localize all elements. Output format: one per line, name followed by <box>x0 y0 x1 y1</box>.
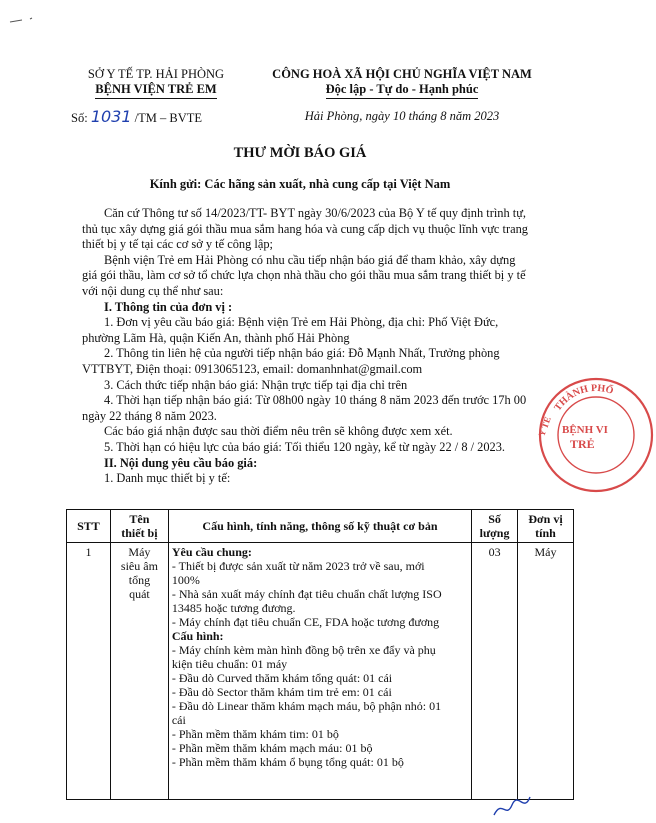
equipment-table <box>66 509 574 800</box>
recipient-line: Kính gửi: Các hãng sản xuất, nhà cung cấp tại Việt Nam <box>149 177 451 191</box>
row-1-device-name-line-4: quát <box>129 587 150 601</box>
document-date: Hải Phòng, ngày 10 tháng 8 năm 2023 <box>304 109 500 123</box>
header-quantity-line-2: lượng <box>479 526 510 540</box>
header-stt <box>67 510 111 543</box>
spec-line: - Phần mềm thăm khám ổ bụng tổng quát: 01 bộ <box>171 755 404 769</box>
spec-line: Cấu hình: <box>171 629 224 643</box>
para-2-line-3: với nội dung cụ thể như sau: <box>82 283 224 298</box>
spec-line: - Đầu dò Sector thăm khám tim trẻ em: 01 cái <box>171 685 392 699</box>
row-1-device-name-line-1: Máy <box>128 545 151 559</box>
table-header-row <box>67 510 574 543</box>
stamp-side-letters: Y TẾ <box>536 415 553 438</box>
section-1-item-2-line-1: 2. Thông tin liên hệ của người tiếp nhận báo giá: Đỗ Mạnh Nhất, Trưởng phòng <box>104 346 500 361</box>
para-1-line-3: thiết bị y tế tại các cơ sở y tế công lập; <box>82 237 273 252</box>
signature-mark <box>490 793 540 821</box>
para-2-line-1: Bệnh viện Trẻ em Hải Phòng có nhu cầu tiếp nhận báo giá để tham khảo, xây dựng <box>104 252 516 267</box>
row-1-quantity-value: 03 <box>488 545 501 559</box>
header-quantity <box>472 510 518 543</box>
corner-mark <box>8 14 48 26</box>
header-unit-line-2: tính <box>535 526 556 540</box>
doc-number-handwritten: 1031 <box>90 107 132 126</box>
section-1-item-1-line-2: phường Lãm Hà, quận Kiến An, thành phố Hải Phòng <box>82 330 350 345</box>
doc-number-suffix: /TM – BVTE <box>134 111 203 125</box>
official-stamp <box>536 375 656 495</box>
header-device-name-line-2: thiết bị <box>121 526 158 540</box>
header-unit-line-1: Đơn vị <box>528 512 563 526</box>
section-1-heading: I. Thông tin của đơn vị : <box>104 299 233 314</box>
spec-line: 100% <box>171 573 200 587</box>
section-1-item-5: 5. Thời hạn có hiệu lực của báo giá: Tối thiểu 120 ngày, kể từ ngày 22 / 8 / 2023. <box>104 439 506 454</box>
header-stt-label: STT <box>77 519 100 533</box>
stamp-center-line-1: BỆNH VI <box>562 424 608 436</box>
section-1-item-4-line-2: ngày 22 tháng 8 năm 2023. <box>82 408 217 423</box>
national-title: CÔNG HOÀ XÃ HỘI CHỦ NGHĨA VIỆT NAM <box>272 67 532 81</box>
row-1-unit <box>518 543 574 800</box>
row-1-device-name-line-3: tổng <box>128 573 151 587</box>
spec-line: kiện tiêu chuẩn: 01 máy <box>171 657 288 671</box>
stamp-ring-text: THÀNH PHỐ <box>552 382 615 414</box>
row-1-device-name <box>110 543 168 800</box>
row-1-unit-value: Máy <box>534 545 557 559</box>
header-hospital <box>76 82 236 99</box>
header-unit <box>518 510 574 543</box>
body-text <box>82 206 582 487</box>
section-1-item-1-line-1: 1. Đơn vị yêu cầu báo giá: Bệnh viện Trẻ em Hải Phòng, địa chỉ: Phố Việt Đức, <box>104 315 499 330</box>
section-1-item-4-note: Các báo giá nhận được sau thời điểm nêu trên sẽ không được xem xét. <box>104 424 453 439</box>
section-1-item-4-line-1: 4. Thời hạn tiếp nhận báo giá: Từ 08h00 ngày 10 tháng 8 năm 2023 đến trước 17h 00 <box>104 393 527 408</box>
document-title: THƯ MỜI BÁO GIÁ <box>233 145 367 161</box>
para-1-line-2: thủ tục xây dựng giá gói thầu mua sắm hang hóa và cung cấp dịch vụ thuộc lĩnh vực trang <box>82 221 528 236</box>
spec-line: 13485 hoặc tương đương. <box>171 601 296 615</box>
header-hospital-name: BỆNH VIỆN TRẺ EM <box>95 82 216 99</box>
para-1-line-1: Căn cứ Thông tư số 14/2023/TT- BYT ngày 30/6/2023 của Bộ Y tế quy định trình tự, <box>104 206 527 220</box>
row-1-stt <box>67 543 111 800</box>
spec-line: - Thiết bị được sản xuất từ năm 2023 trở về sau, mới <box>171 559 425 573</box>
header-agency: SỞ Y TẾ TP. HẢI PHÒNG <box>87 67 225 81</box>
corner-mark-stroke <box>10 18 32 22</box>
header-device-name-line-1: Tên <box>129 512 150 526</box>
spec-line: cái <box>171 713 186 727</box>
para-2-line-2: giá gói thầu, làm cơ sở tổ chức lựa chọn nhà thầu cho gói thầu mua sắm trang thiết bị y tế <box>82 268 526 283</box>
table-row <box>67 543 574 800</box>
spec-line: - Máy chính kèm màn hình đồng bộ trên xe đẩy và phụ <box>171 643 436 657</box>
header-spec-label: Cấu hình, tính năng, thông số kỹ thuật cơ bản <box>202 519 438 533</box>
header-spec <box>168 510 471 543</box>
spec-line: - Phần mềm thăm khám mạch máu: 01 bộ <box>171 741 373 755</box>
stamp-center-line-2: TRẺ <box>570 437 595 451</box>
section-2-item-1: 1. Danh mục thiết bị y tế: <box>104 471 231 486</box>
section-1-item-2-line-2: VTTBYT, Điện thoại: 0913065123, email: domanhnhat@gmail.com <box>82 361 423 376</box>
spec-line: - Đầu dò Curved thăm khám tổng quát: 01 cái <box>171 671 393 685</box>
doc-number-prefix: Số: <box>71 111 88 125</box>
row-1-stt-value: 1 <box>85 545 92 559</box>
spec-line: Yêu cầu chung: <box>171 545 252 559</box>
spec-line: - Phần mềm thăm khám tim: 01 bộ <box>171 727 339 741</box>
spec-line: - Nhà sản xuất máy chính đạt tiêu chuẩn chất lượng ISO <box>171 587 442 601</box>
document-number <box>71 109 202 126</box>
section-1-item-3: 3. Cách thức tiếp nhận báo giá: Nhận trực tiếp tại địa chỉ trên <box>104 377 408 392</box>
row-1-quantity <box>472 543 518 800</box>
signature-stroke <box>494 797 530 815</box>
spec-line: - Máy chính đạt tiêu chuẩn CE, FDA hoặc tương đương <box>171 615 440 629</box>
spec-line: - Đầu dò Linear thăm khám mạch máu, bộ phận nhỏ: 01 <box>171 699 442 713</box>
header-quantity-line-1: Số <box>488 512 501 526</box>
row-1-spec <box>168 543 471 800</box>
national-motto-text: Độc lập - Tự do - Hạnh phúc <box>326 82 479 99</box>
national-motto <box>262 82 542 99</box>
header-device-name <box>110 510 168 543</box>
section-2-heading: II. Nội dung yêu cầu báo giá: <box>104 455 258 470</box>
row-1-device-name-line-2: siêu âm <box>120 559 158 573</box>
